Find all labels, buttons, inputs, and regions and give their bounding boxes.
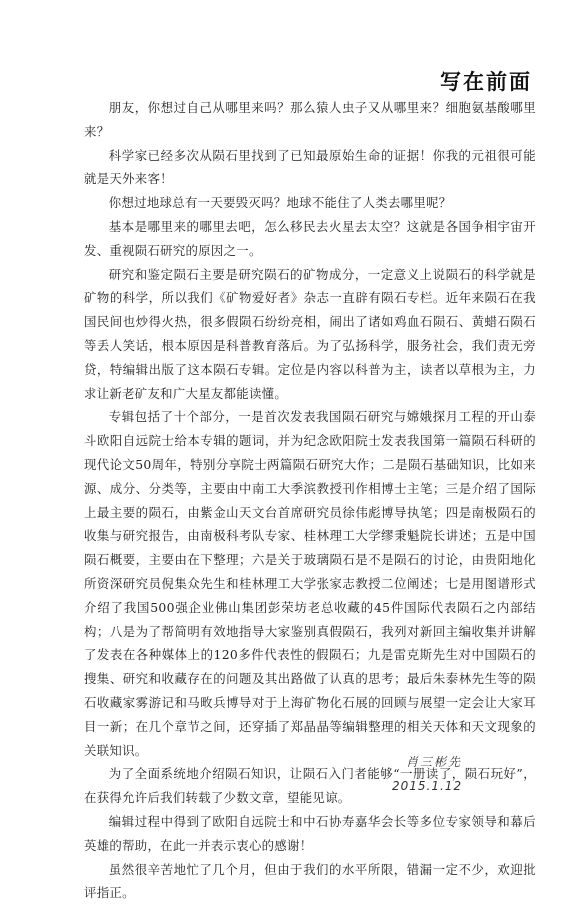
paragraph: 基本是哪里来的哪里去吧，怎么移民去火星去太空？这就是各国争相宇宙开发、重视陨石研究的原因之一。 [84, 215, 536, 263]
page-title: 写在前面 [440, 66, 532, 96]
paragraph: 为了全面系统地介绍陨石知识，让陨石入门者能够“一册读了，陨石玩好”，在获得允许后我们转载了少数文章，望能见谅。 [84, 762, 536, 810]
signature-author: 肖三彬先 [392, 750, 482, 774]
paragraph: 虽然很辛苦地忙了几个月，但由于我们的水平所限，错漏一定不少，欢迎批评指正。 [84, 858, 536, 905]
paragraph: 你想过地球总有一天要毁灭吗？地球不能住了人类去哪里呢？ [84, 191, 536, 215]
paragraph: 专辑包括了十个部分，一是首次发表我国陨石研究与嫦娥探月工程的开山泰斗欧阳自远院士给本专辑的题词，并为纪念欧阳院士发表我国第一篇陨石科研的现代论文50周年，特别分享院士两篇陨石研究大作；二是陨石基础知识，比如来源、成分、分类等，主要由中南工大季滨教授刊作相博士主笔；三是介绍了国际上最主要的陨石，由紫金山天文台首席研究员徐伟彪博导执笔；四是南极陨石的收集与研究报告，由南极科考队专家、桂林理工大学缪秉魁院长讲述；五是中国陨石概要，主要由在下整理；六是关于玻璃陨石是不是陨石的讨论，由贵阳地化所资深研究员倪集众先生和桂林理工大学张家志教授二位阐述；七是用图谱形式介绍了我国500强企业佛山集团彭荣坊老总收藏的45件国际代表陨石之内部结构；八是为了帮简明有效地指导大家鉴别真假陨石，我列对新回主编收集并讲解了发表在各种媒体上的120多件代表性的假陨石；九是雷克斯先生对中国陨石的搜集、研究和收藏存在的问题及其出路做了认真的思考；最后朱泰林先生等的陨石收藏家雾游记和马畋兵博导对于上海矿物化石展的回顾与展望一定会让大家耳目一新；在几个章节之间，还穿插了郑晶晶等编辑整理的相关天体和天文现象的关联知识。 [84, 405, 536, 762]
paragraph: 科学家已经多次从陨石里找到了已知最原始生命的证据！你我的元祖很可能就是天外来客！ [84, 144, 536, 192]
signature-date: 2015.1.12 [392, 774, 482, 798]
paragraph: 编辑过程中得到了欧阳自远院士和中石协寿嘉华会长等多位专家领导和幕后英雄的帮助，在此一并表示衷心的感谢！ [84, 810, 536, 858]
paragraph: 朋友，你想过自己从哪里来吗？那么猿人虫子又从哪里来？细胞氨基酸哪里来？ [84, 96, 536, 144]
signature-block [392, 750, 482, 798]
paragraph: 研究和鉴定陨石主要是研究陨石的矿物成分，一定意义上说陨石的科学就是矿物的科学，所以我们《矿物爱好者》杂志一直辟有陨石专栏。近年来陨石在我国民间也炒得火热，很多假陨石纷纷亮相，闹出了诸如鸡血石陨石、黄蜡石陨石等丢人笑话，根本原因是科普教育落后。为了弘扬科学，服务社会，我们责无旁贷，特编辑出版了这本陨石专辑。定位是内容以科普为主，读者以草根为主，力求让新老矿友和广大星友都能读懂。 [84, 263, 536, 406]
